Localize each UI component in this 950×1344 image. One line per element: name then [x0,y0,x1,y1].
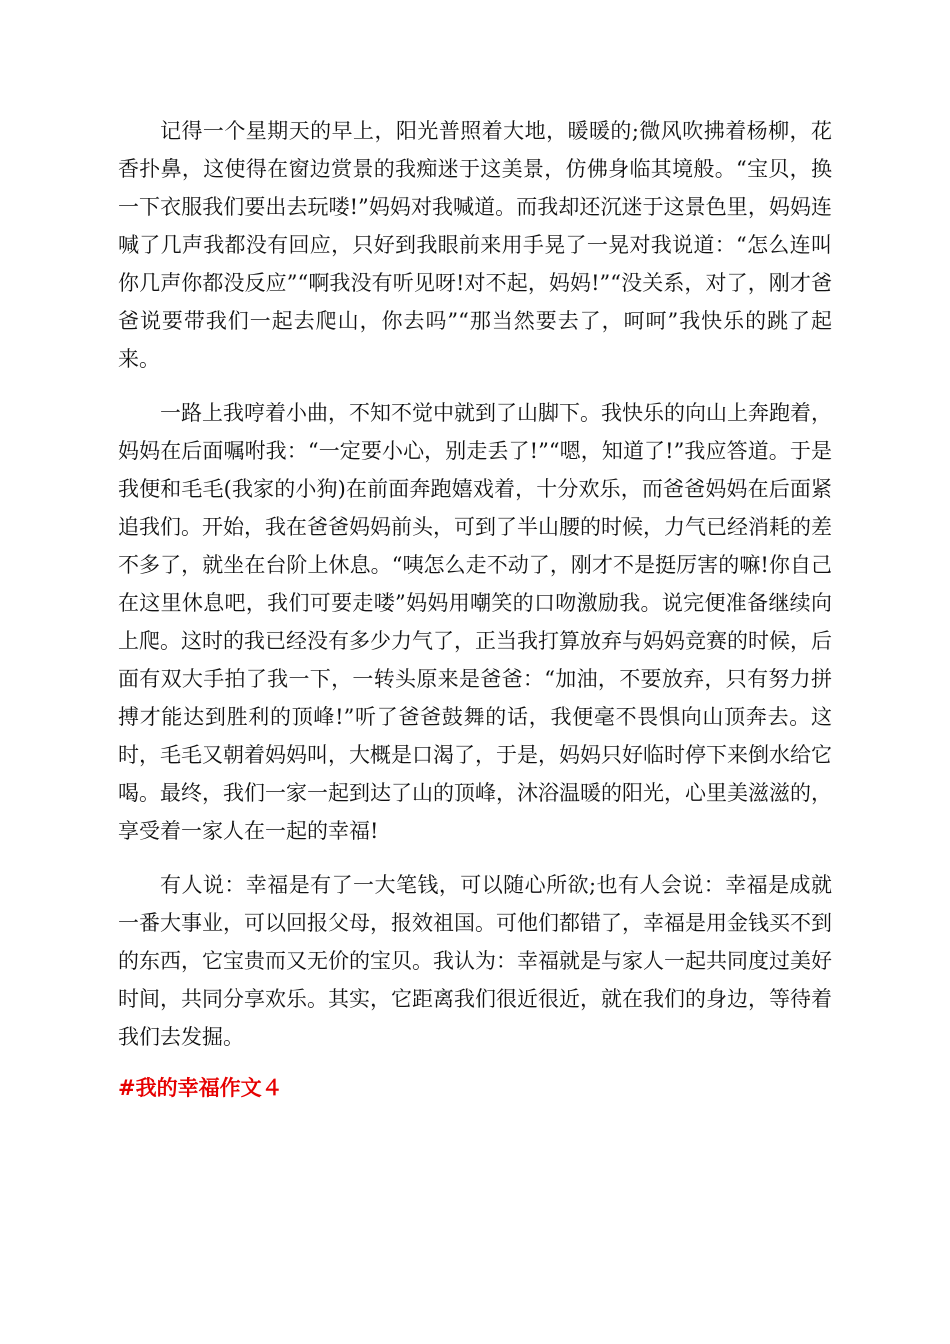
paragraph-3: 有人说：幸福是有了一大笔钱，可以随心所欲;也有人会说：幸福是成就一番大事业，可以回报父母，报效祖国。可他们都错了，幸福是用金钱买不到的东西，它宝贵而又无价的宝贝。我认为：幸福就是与家人一起共同度过美好时间，共同分享欢乐。其实，它距离我们很近很近，就在我们的身边，等待着我们去发掘。 [118,873,832,1049]
paragraph-2: 一路上我哼着小曲，不知不觉中就到了山脚下。我快乐的向山上奔跑着，妈妈在后面嘱咐我：“一定要小心，别走丢了!”“嗯，知道了!”我应答道。于是我便和毛毛(我家的小狗)在前面奔跑嬉戏着，十分欢乐，而爸爸妈妈在后面紧追我们。开始，我在爸爸妈妈前头，可到了半山腰的时候，力气已经消耗的差不多了，就坐在台阶上休息。“咦怎么走不动了，刚才不是挺厉害的嘛!你自己在这里休息吧，我们可要走喽”妈妈用嘲笑的口吻激励我。说完便准备继续向上爬。这时的我已经没有多少力气了，正当我打算放弃与妈妈竞赛的时候，后面有双大手拍了我一下，一转头原来是爸爸：“加油，不要放弃，只有努力拼搏才能达到胜利的顶峰!”听了爸爸鼓舞的话，我便毫不畏惧向山顶奔去。这时，毛毛又朝着妈妈叫，大概是口渴了，于是，妈妈只好临时停下来倒水给它喝。最终，我们一家一起到达了山的顶峰，沐浴温暖的阳光，心里美滋滋的，享受着一家人在一起的幸福! [118,401,832,843]
paragraph-1: 记得一个星期天的早上，阳光普照着大地，暖暖的;微风吹拂着杨柳，花香扑鼻，这使得在窗边赏景的我痴迷于这美景，仿佛身临其境般。“宝贝，换一下衣服我们要出去玩喽!”妈妈对我喊道。而我却还沉迷于这景色里，妈妈连喊了几声我都没有回应，只好到我眼前来用手晃了一晃对我说道：“怎么连叫你几声你都没反应”“啊我没有听见呀!对不起，妈妈!”“没关系，对了，刚才爸爸说要带我们一起去爬山，你去吗”“那当然要去了，呵呵”我快乐的跳了起来。 [118,119,832,371]
section-heading: #我的幸福作文４ [118,1076,283,1100]
document-body [118,112,832,1104]
